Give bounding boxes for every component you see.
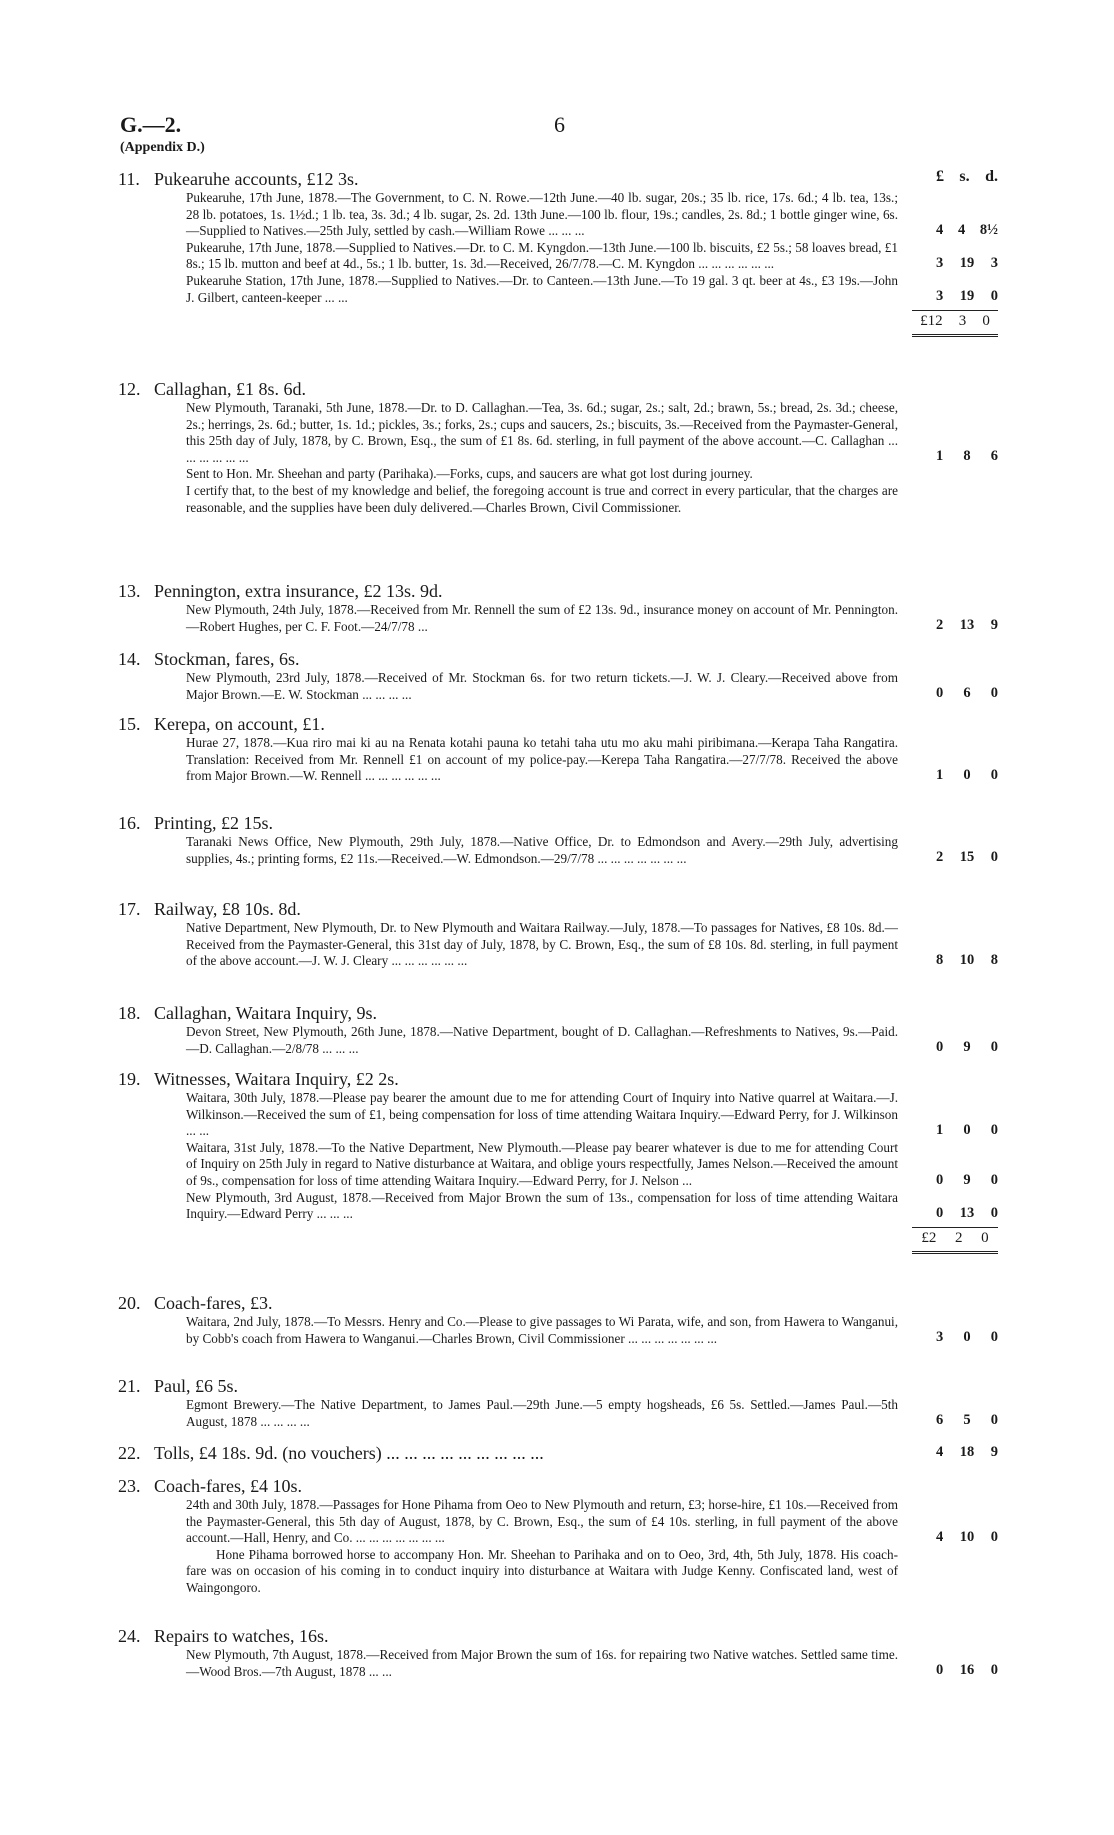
total-value: £12 (920, 313, 943, 329)
amount-shillings: 8 (963, 448, 971, 464)
voucher-entry (186, 670, 898, 703)
account-section (118, 1625, 998, 1680)
voucher-text: I certify that, to the best of my knowledge and belief, the foregoing account is true and correct in every particular, that the charges are reasonable, and the supplies have been duly delivered.—Charles Brown, Civil Commissioner. (186, 482, 898, 515)
amount-shillings: 0 (963, 1329, 971, 1345)
section-title (118, 648, 998, 670)
entry-amount (936, 1662, 998, 1679)
entry-amount (936, 222, 998, 239)
total-value: 3 (958, 313, 967, 329)
amount-shillings: 13 (959, 1205, 975, 1221)
voucher-entry (186, 602, 898, 635)
amount-pence: 0 (990, 1412, 998, 1428)
pence-header: d. (985, 168, 998, 185)
amount-pounds: 2 (936, 617, 944, 633)
account-section (118, 1002, 998, 1057)
account-section (118, 168, 998, 329)
amount-shillings: 18 (959, 1444, 975, 1460)
total-value: 0 (982, 313, 990, 329)
section-total (912, 310, 998, 337)
section-heading: Printing, £2 15s. (154, 813, 274, 833)
account-section (118, 713, 998, 785)
voucher-entry (186, 240, 898, 273)
account-section (118, 1292, 998, 1347)
amount-pence: 0 (990, 1662, 998, 1678)
amount-pence: 0 (990, 1205, 998, 1221)
section-heading: Tolls, £4 18s. 9d. (no vouchers) ... ... ... ... ... ... ... ... ... (154, 1443, 544, 1463)
total-value: 0 (981, 1230, 989, 1246)
amount-pounds: 3 (936, 288, 944, 304)
amount-pounds: 1 (936, 448, 944, 464)
document-code: G.—2. (120, 112, 182, 137)
section-number: 16. (118, 813, 141, 833)
voucher-text: Pukearuhe, 17th June, 1878.—Supplied to Natives.—Dr. to C. M. Kyngdon.—13th June.—100 lb. biscuits, £2 5s.; 58 loaves bread, £1 8s.; 15 lb. mutton and beef at 4d., 5s.; 1 lb. butter, 1s. 3d.—Received, 26/7/78.—C. M. Kyngdon ... ... ... ... ... ... (186, 239, 898, 272)
voucher-entry (186, 1497, 898, 1547)
amount-shillings: 10 (959, 952, 975, 968)
entry-amount (936, 255, 998, 272)
amount-shillings: 4 (957, 222, 966, 238)
amount-pence: 0 (990, 1122, 998, 1138)
total-value: £2 (921, 1230, 937, 1246)
account-section (118, 1475, 998, 1597)
voucher-text: Waitara, 30th July, 1878.—Please pay bearer the amount due to me for attending Court of Inquiry into Native quarrel at Waitara.—J. Wilkinson.—Received the sum of £1, being compensation for loss of time attending Waitara Inquiry.—Edward Perry, for J. Wilkinson ... ... (186, 1090, 898, 1139)
voucher-text: 24th and 30th July, 1878.—Passages for Hone Pihama from Oeo to New Plymouth and return, £3; horse-hire, £1 10s.—Received from the Paymaster-General, this 5th day of August, 1878, by C. Brown, Esq., the sum of £4 10s. sterling, in full payment of the above account.—Hall, Henry, and Co. ... ... ... ... ... ... ... (186, 1497, 898, 1546)
account-section (118, 812, 998, 867)
amount-pence: 0 (990, 288, 998, 304)
section-number: 13. (118, 581, 141, 601)
section-number: 21. (118, 1376, 141, 1396)
section-title (118, 580, 998, 602)
section-title (118, 713, 998, 735)
amount-pence: 0 (990, 1329, 998, 1345)
amount-pounds: 0 (936, 1662, 944, 1678)
entry-amount (936, 448, 998, 465)
voucher-text: Egmont Brewery.—The Native Department, to James Paul.—29th June.—5 empty hogsheads, £6 5s. Settled.—James Paul.—5th August, 1878 ... ... ... ... (186, 1397, 898, 1429)
voucher-text: Hurae 27, 1878.—Kua riro mai ki au na Renata kotahi pauna ko tetahi taha utu mo aku mahi piribimana.—Kerapa Taha Rangatira. Translation: Received from Mr. Rennell £1 on account of my police-pay.—Kerepa Taha Rangatira.—27/7/78. Received the above from Major Brown.—W. Rennell ... ... ... ... ... ... (186, 735, 898, 784)
entry-amount (936, 1122, 998, 1139)
amount-pounds: 0 (936, 1039, 944, 1055)
voucher-text: Taranaki News Office, New Plymouth, 29th July, 1878.—Native Office, Dr. to Edmondson and Avery.—29th July, advertising supplies, 4s.; printing forms, £2 11s.—Received.—W. Edmondson.—29/7/78 ... ... ... ... ... ... ... (186, 834, 898, 866)
section-heading: Pennington, extra insurance, £2 13s. 9d. (154, 581, 443, 601)
amount-pounds: 0 (936, 685, 944, 701)
section-number: 20. (118, 1293, 141, 1313)
amount-shillings: 16 (959, 1662, 975, 1678)
amount-pounds: 0 (936, 1172, 944, 1188)
section-number: 23. (118, 1476, 141, 1496)
section-title (118, 812, 998, 834)
entry-amount (936, 1172, 998, 1189)
amount-pounds: 4 (936, 1444, 944, 1460)
section-heading: Repairs to watches, 16s. (154, 1626, 329, 1646)
section-title (118, 1475, 998, 1497)
amount-shillings: 15 (959, 849, 975, 865)
section-heading: Coach-fares, £3. (154, 1293, 273, 1313)
voucher-entry (186, 190, 898, 240)
entry-amount (936, 685, 998, 702)
entry-amount (936, 767, 998, 784)
section-title (118, 898, 998, 920)
amount-shillings: 0 (963, 1122, 971, 1138)
amount-pence: 9 (990, 1444, 998, 1460)
account-section (118, 580, 998, 635)
section-heading: Witnesses, Waitara Inquiry, £2 2s. (154, 1069, 399, 1089)
account-section (118, 648, 998, 703)
section-heading: Coach-fares, £4 10s. (154, 1476, 302, 1496)
section-title (118, 378, 998, 400)
amount-pounds: 1 (936, 767, 944, 783)
voucher-text: Sent to Hon. Mr. Sheehan and party (Parihaka).—Forks, cups, and saucers are what got lost during journey. (186, 466, 753, 482)
voucher-text: New Plymouth, 7th August, 1878.—Received from Major Brown the sum of 16s. for repairing two Native watches. Settled same time.—Wood Bros.—7th August, 1878 ... ... (186, 1647, 898, 1679)
section-heading: Pukearuhe accounts, £12 3s. (154, 169, 359, 189)
amount-shillings: 10 (959, 1529, 975, 1545)
amount-pence: 0 (990, 1529, 998, 1545)
section-number: 22. (118, 1443, 141, 1463)
entry-amount (936, 952, 998, 969)
amount-shillings: 0 (963, 767, 971, 783)
section-number: 15. (118, 714, 141, 734)
page-number: 6 (554, 112, 565, 137)
voucher-entry (186, 400, 898, 466)
amount-pounds: 1 (936, 1122, 944, 1138)
amount-pence: 9 (990, 617, 998, 633)
shillings-header: s. (959, 168, 970, 185)
section-number: 24. (118, 1626, 141, 1646)
entry-amount (936, 1412, 998, 1429)
amount-shillings: 5 (963, 1412, 971, 1428)
section-title (118, 1625, 998, 1647)
voucher-text: Waitara, 2nd July, 1878.—To Messrs. Henry and Co.—Please to give passages to Wi Parata, wife, and son, from Hawera to Wanganui, by Cobb's coach from Hawera to Wanganui.—Charles Brown, Civil Commissioner ... ... ... ... ... ... ... (186, 1314, 898, 1346)
account-section (118, 1442, 998, 1464)
account-section (118, 378, 998, 516)
entry-amount (936, 617, 998, 634)
voucher-text: Pukearuhe, 17th June, 1878.—The Government, to C. N. Rowe.—12th June.—40 lb. sugar, 20s.; 35 lb. rice, 17s. 6d.; 4 lb. tea, 13s.; 28 lb. potatoes, 1s. 1½d.; 1 lb. tea, 3s. 3d.; 4 lb. sugar, 2s. 2d. 13th June.—100 lb. flour, 19s.; candles, 2s. 8d.; 1 bottle ginger wine, 6s.—Supplied to Natives.—25th July, settled by cash.—William Rowe ... ... ... (186, 190, 898, 239)
voucher-entry (186, 483, 898, 516)
section-amount (936, 1444, 998, 1461)
section-heading: Railway, £8 10s. 8d. (154, 899, 301, 919)
amount-pence: 6 (990, 448, 998, 464)
amount-pounds: 0 (936, 1205, 944, 1221)
amount-pence: 0 (990, 767, 998, 783)
appendix-label: (Appendix D.) (120, 140, 205, 155)
section-number: 18. (118, 1003, 141, 1023)
voucher-text: New Plymouth, 23rd July, 1878.—Received of Mr. Stockman 6s. for two return tickets.—J. W. J. Cleary.—Received above from Major Brown.—E. W. Stockman ... ... ... ... (186, 670, 898, 702)
amount-pence: 0 (990, 1172, 998, 1188)
section-title (118, 1375, 998, 1397)
voucher-entry (186, 273, 898, 306)
entry-amount (936, 1529, 998, 1546)
amount-pence: 8 (990, 952, 998, 968)
voucher-text: New Plymouth, 24th July, 1878.—Received from Mr. Rennell the sum of £2 13s. 9d., insurance money on account of Mr. Pennington.—Robert Hughes, per C. F. Foot.—24/7/78 ... (186, 602, 898, 634)
voucher-entry (186, 735, 898, 785)
entry-amount (936, 1205, 998, 1222)
amount-pence: 8½ (979, 222, 998, 238)
entry-amount (936, 849, 998, 866)
voucher-entry (186, 834, 898, 867)
section-heading: Callaghan, Waitara Inquiry, 9s. (154, 1003, 377, 1023)
voucher-entry (186, 1190, 898, 1223)
section-title (118, 168, 998, 190)
amount-pounds: 4 (936, 222, 944, 238)
pounds-header: £ (936, 168, 944, 185)
section-heading: Kerepa, on account, £1. (154, 714, 325, 734)
amount-pounds: 4 (936, 1529, 944, 1545)
section-title (118, 1442, 998, 1464)
amount-shillings: 19 (959, 255, 975, 271)
entry-amount (936, 288, 998, 305)
amount-pounds: 3 (936, 1329, 944, 1345)
voucher-text: Native Department, New Plymouth, Dr. to New Plymouth and Waitara Railway.—July, 1878.—To passages for Natives, £8 10s. 8d.—Received from the Paymaster-General, this 31st day of July, 1878, by C. Brown, Esq., the sum of £8 10s. 8d. sterling, in full payment of the above account.—J. W. J. Cleary ... ... ... ... ... ... (186, 920, 898, 969)
voucher-entry (186, 920, 898, 970)
amount-shillings: 9 (963, 1039, 971, 1055)
voucher-text: Waitara, 31st July, 1878.—To the Native Department, New Plymouth.—Please pay bearer whatever is due to me for attending Court of Inquiry on 25th July in regard to Native disturbance at Waitara, and oblige yours respectfully, James Nelson.—Received the amount of 9s., compensation for loss of time attending Waitara Inquiry.—Edward Perry, for J. Nelson ... (186, 1139, 898, 1188)
section-number: 11. (118, 169, 140, 189)
section-number: 14. (118, 649, 141, 669)
section-number: 19. (118, 1069, 141, 1089)
amount-shillings: 6 (963, 685, 971, 701)
voucher-text: Devon Street, New Plymouth, 26th June, 1878.—Native Department, bought of D. Callaghan.—Refreshments to Natives, 9s.—Paid.—D. Callaghan.—2/8/78 ... ... ... (186, 1024, 898, 1056)
amount-shillings: 9 (963, 1172, 971, 1188)
section-title (118, 1292, 998, 1314)
amount-pence: 0 (990, 1039, 998, 1055)
section-title (118, 1068, 998, 1090)
voucher-entry (186, 1314, 898, 1347)
voucher-entry (186, 466, 898, 483)
section-heading: Stockman, fares, 6s. (154, 649, 300, 669)
section-title (118, 1002, 998, 1024)
voucher-entry (186, 1140, 898, 1190)
amount-pounds: 2 (936, 849, 944, 865)
voucher-entry (186, 1024, 898, 1057)
amount-pence: 3 (990, 255, 998, 271)
voucher-text: New Plymouth, Taranaki, 5th June, 1878.—Dr. to D. Callaghan.—Tea, 3s. 6d.; sugar, 2s.; salt, 2d.; brawn, 5s.; bread, 2s. 3d.; cheese, 2s.; herrings, 2s. 6d.; butter, 1s. 1d.; pickles, 3s.; forks, 2s.; cups and saucers, 2s.; biscuits, 3s.—Received from the Paymaster-General, this 25th day of July, 1878, by C. Brown, Esq., the sum of £1 8s. 6d. sterling, in full payment of the above account.—C. Callaghan ... ... ... ... ... ... (186, 400, 898, 465)
account-section (118, 1068, 998, 1246)
voucher-text: New Plymouth, 3rd August, 1878.—Received from Major Brown the sum of 13s., compensation for loss of time attending Waitara Inquiry.—Edward Perry ... ... ... (186, 1189, 898, 1222)
voucher-entry (186, 1090, 898, 1140)
section-number: 12. (118, 379, 141, 399)
amount-shillings: 19 (959, 288, 975, 304)
amount-pounds: 6 (936, 1412, 944, 1428)
amount-pence: 0 (990, 849, 998, 865)
amount-shillings: 13 (959, 617, 975, 633)
account-section (118, 898, 998, 970)
section-heading: Callaghan, £1 8s. 6d. (154, 379, 306, 399)
entry-amount (936, 1039, 998, 1056)
section-number: 17. (118, 899, 141, 919)
entry-amount (936, 1329, 998, 1346)
voucher-entry (186, 1547, 898, 1597)
amount-pence: 0 (990, 685, 998, 701)
account-section (118, 1375, 998, 1430)
section-heading: Paul, £6 5s. (154, 1376, 239, 1396)
total-value: 2 (954, 1230, 963, 1246)
amount-pounds: 8 (936, 952, 944, 968)
voucher-entry (186, 1647, 898, 1680)
section-total (912, 1227, 998, 1254)
voucher-entry (186, 1397, 898, 1430)
voucher-text: Pukearuhe Station, 17th June, 1878.—Supplied to Natives.—Dr. to Canteen.—13th June.—To 19 gal. 3 qt. beer at 4s., £3 19s.—John J. Gilbert, canteen-keeper ... ... (186, 272, 898, 305)
amount-pounds: 3 (936, 255, 944, 271)
voucher-text: Hone Pihama borrowed horse to accompany Hon. Mr. Sheehan to Parihaka and on to Oeo, 3rd, 4th, 5th July, 1878. His coach-fare was on occasion of his coming in to conduct inquiry into disturbance at Waitara with Judge Kenny. Confiscated land, west of Waingongoro. (186, 1546, 898, 1595)
